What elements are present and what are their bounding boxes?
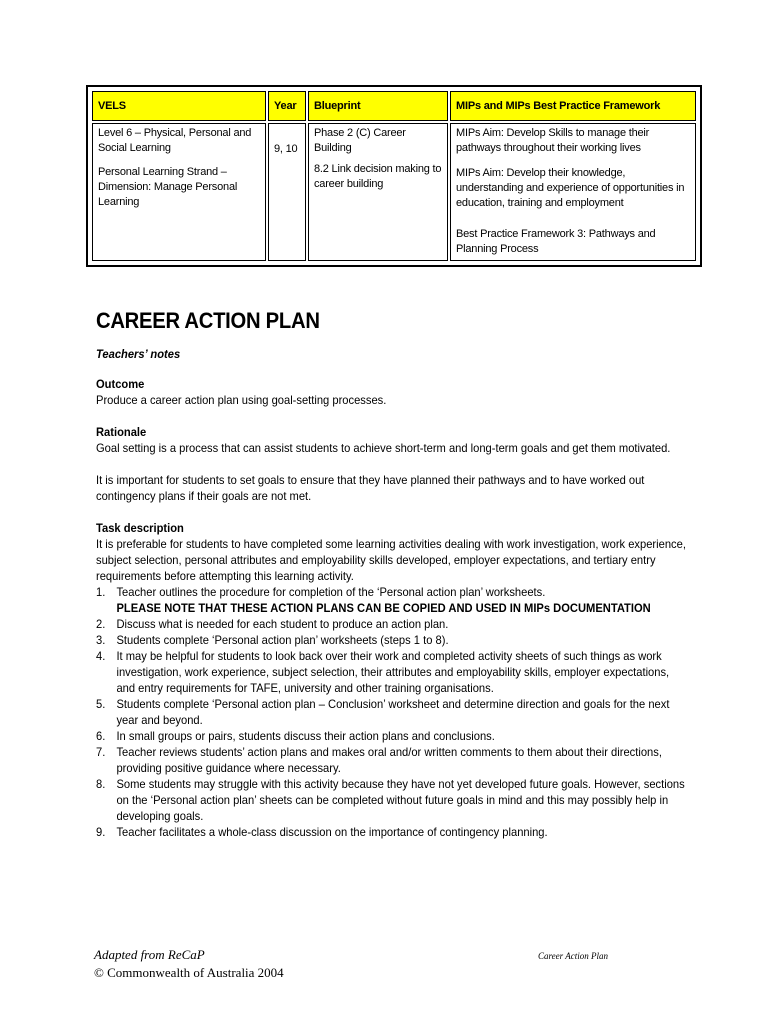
header-year: Year (268, 91, 306, 121)
cell-year: 9, 10 (268, 123, 306, 261)
list-item: 6. In small groups or pairs, students discuss their action plans and conclusions. (96, 729, 495, 743)
list-item: 7. Teacher reviews students’ action plans and makes oral and/or written comments to them about their directions, providing positive guidance where necessary. (96, 745, 662, 775)
cell-blueprint (308, 123, 448, 261)
rationale-paragraph: It is important for students to set goals to ensure that they have planned their pathways and to have worked out contingency plans if their goals are not met. (96, 473, 645, 503)
page-title: CAREER ACTION PLAN (96, 308, 320, 333)
table-header-row (92, 91, 696, 121)
rationale-heading: Rationale (96, 425, 147, 439)
footer-credit (94, 946, 284, 982)
vels-strand: Personal Learning Strand – Dimension: Manage Personal Learning (98, 166, 238, 208)
outcome-text: Produce a career action plan using goal-setting processes. (96, 393, 387, 407)
cell-vels (92, 123, 266, 261)
blueprint-phase: Phase 2 (C) Career Building (314, 127, 406, 154)
rationale-paragraph: Goal setting is a process that can assist students to achieve short-term and long-term goals and get them motivated. (96, 441, 671, 455)
task-intro: It is preferable for students to have completed some learning activities dealing with work investigation, work experience, subject selection, personal attributes and employability skills developed, employer expectations, and tertiary entry requirements before attempting this learning activity. (96, 537, 686, 583)
list-item: 5. Students complete ‘Personal action plan – Conclusion’ worksheet and determine direction and goals for the next year and beyond. (96, 697, 670, 727)
table-row (92, 123, 696, 261)
notes-content (96, 346, 686, 840)
mips-framework: Best Practice Framework 3: Pathways and Planning Process (456, 228, 656, 255)
list-item: 1. Teacher outlines the procedure for completion of the ‘Personal action plan’ worksheets. (96, 585, 546, 599)
task-steps (96, 584, 687, 840)
header-mips: MIPs and MIPs Best Practice Framework (450, 91, 696, 121)
vels-level: Level 6 – Physical, Personal and Social Learning (98, 127, 252, 154)
list-item: 9. Teacher facilitates a whole-class discussion on the importance of contingency planning. (96, 825, 548, 839)
outcome-heading: Outcome (96, 377, 145, 391)
header-blueprint: Blueprint (308, 91, 448, 121)
documentation-note: PLEASE NOTE THAT THESE ACTION PLANS CAN BE COPIED AND USED IN MIPs DOCUMENTATION (116, 601, 651, 615)
list-item: 2. Discuss what is needed for each student to produce an action plan. (96, 617, 449, 631)
footer-copyright: © Commonwealth of Australia 2004 (94, 965, 284, 980)
subtitle: Teachers’ notes (96, 347, 181, 361)
task-heading: Task description (96, 521, 184, 535)
list-item: 8. Some students may struggle with this activity because they have not yet developed future goals. However, sections on the ‘Personal action plan’ sheets can be completed without future goals in mind and this may possibly help in developing goals. (96, 777, 685, 823)
list-item: 3. Students complete ‘Personal action plan’ worksheets (steps 1 to 8). (96, 633, 449, 647)
mips-aim-knowledge: MIPs Aim: Develop their knowledge, understanding and experience of opportunities in education, training and employment (456, 167, 685, 209)
blueprint-link: 8.2 Link decision making to career building (314, 163, 442, 190)
header-vels: VELS (92, 91, 266, 121)
list-item: 4. It may be helpful for students to look back over their work and completed activity sheets of such things as work investigation, work experience, subject selection, their attributes and employability skills, employer expectations, and entry requirements for TAFE, university and other training organisations. (96, 649, 670, 695)
mips-aim-skills: MIPs Aim: Develop Skills to manage their pathways throughout their working lives (456, 127, 650, 154)
footer-adapted: Adapted from ReCaP (94, 947, 205, 962)
curriculum-table (86, 85, 702, 267)
footer-doc-title: Career Action Plan (538, 951, 608, 961)
cell-mips (450, 123, 696, 261)
